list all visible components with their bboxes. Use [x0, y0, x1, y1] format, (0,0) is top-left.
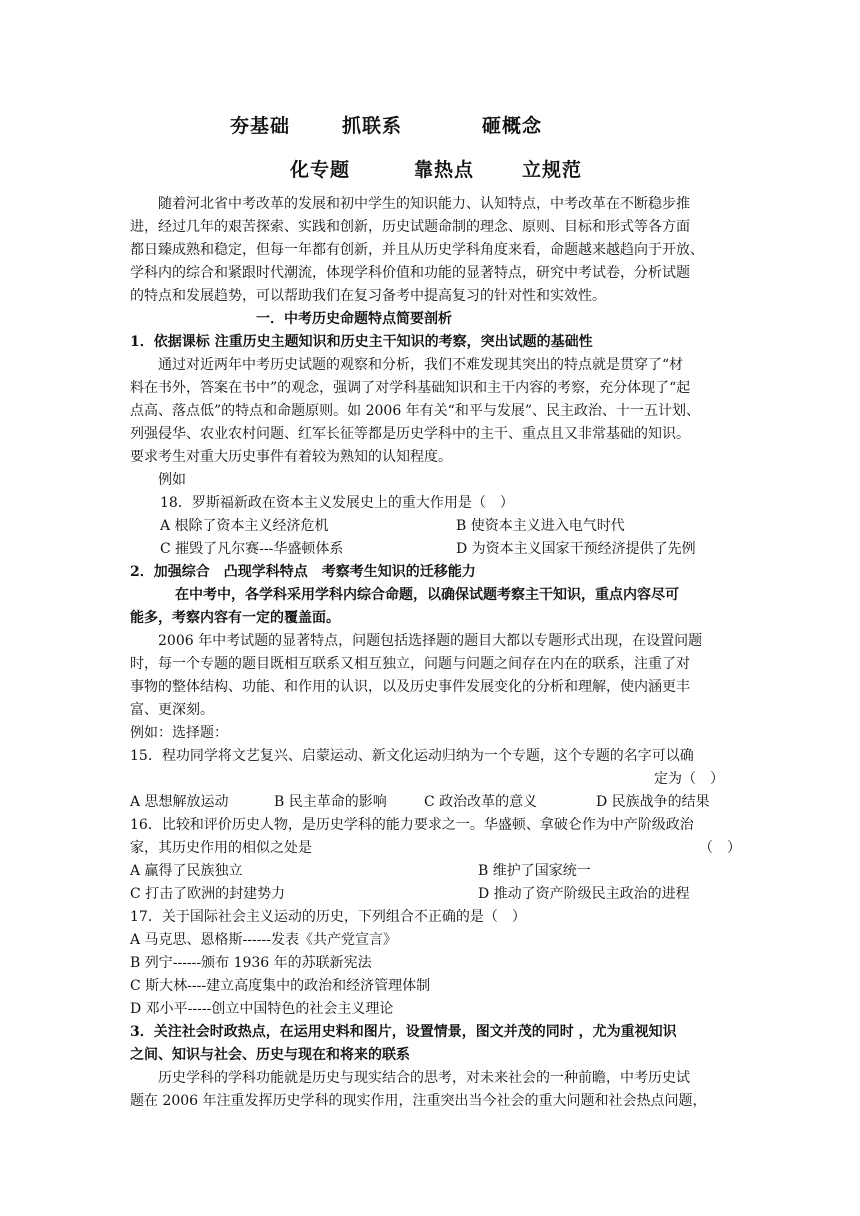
- paragraph-line: 富、更深刻。: [130, 702, 214, 718]
- option-a: A 马克思、恩格斯------发表《共产党宣言》: [130, 932, 397, 948]
- paragraph-line: 列强侵华、农业农村问题、红军长征等都是历史学科中的主干、重点且又非常基础的知识。: [130, 426, 690, 442]
- title-phrase: 靠热点: [414, 159, 475, 181]
- point-heading: 1．依据课标 注重历史主题知识和历史主干知识的考察，突出试题的基础性: [130, 334, 593, 350]
- option-a: A 根除了资本主义经济危机: [160, 518, 329, 534]
- paragraph-line: 料在书外，答案在书中”的观念，强调了对学科基础知识和主干内容的考察，充分体现了“起: [130, 380, 691, 396]
- bold-paragraph-line: 能多，考察内容有一定的覆盖面。: [130, 610, 340, 626]
- title-phrase: 化专题: [290, 159, 351, 181]
- section-heading: 一．中考历史命题特点简要剖析: [256, 311, 452, 327]
- option-d: D 为资本主义国家干预经济提供了先例: [456, 541, 696, 557]
- option-c: C 摧毁了凡尔赛---华盛顿体系: [160, 541, 344, 557]
- paragraph-line: 历史学科的学科功能就是历史与现实结合的思考，对未来社会的一种前瞻，中考历史试: [158, 1070, 690, 1086]
- option-a: A 赢得了民族独立: [130, 863, 243, 879]
- title-phrase: 抓联系: [342, 115, 403, 137]
- option-d: D 邓小平-----创立中国特色的社会主义理论: [130, 1001, 394, 1017]
- option-c: C 打击了欧洲的封建势力: [130, 886, 286, 902]
- intro-line: 的特点和发展趋势，可以帮助我们在复习备考中提高复习的针对性和实效性。: [130, 288, 606, 304]
- option-d: D 民族战争的结果: [596, 794, 710, 810]
- question-stem: 18．罗斯福新政在资本主义发展史上的重大作用是（ ）: [160, 495, 514, 511]
- question-stem: 15．程功同学将文艺复兴、启蒙运动、新文化运动归纳为一个专题，这个专题的名字可以确: [130, 748, 694, 764]
- paragraph-line: 题在 2006 年注重发挥历史学科的现实作用，注重突出当今社会的重大问题和社会热点问题，: [130, 1093, 707, 1109]
- paragraph-line: 事物的整体结构、功能、和作用的认识，以及历史事件发展变化的分析和理解，使内涵更丰: [130, 679, 690, 695]
- option-a: A 思想解放运动: [130, 794, 229, 810]
- option-c: C 政治改革的意义: [424, 794, 538, 810]
- option-b: B 维护了国家统一: [478, 863, 591, 879]
- intro-line: 进，经过几年的艰苦探索、实践和创新，历史试题命制的理念、原则、目标和形式等各方面: [130, 219, 690, 235]
- point-heading: 2．加强综合 凸现学科特点 考察考生知识的迁移能力: [130, 564, 476, 580]
- title-phrase: 砸概念: [482, 115, 543, 137]
- option-d: D 推动了资产阶级民主政治的进程: [478, 886, 690, 902]
- paragraph-line: 通过对近两年中考历史试题的观察和分析，我们不难发现其突出的特点就是贯穿了“材: [158, 357, 684, 373]
- title-phrase: 立规范: [522, 159, 583, 181]
- option-b: B 使资本主义进入电气时代: [456, 518, 625, 534]
- paragraph-line: 要求考生对重大历史事件有着较为熟知的认知程度。: [130, 449, 452, 465]
- point-heading-cont: 之间、知识与社会、历史与现在和将来的联系: [130, 1047, 410, 1063]
- example-label: 例如：选择题：: [130, 725, 228, 741]
- intro-line: 都日臻成熟和稳定，但每一年都有创新，并且从历史学科角度来看，命题越来越趋向于开放、: [130, 242, 704, 258]
- answer-paren: （ ）: [699, 840, 741, 856]
- paragraph-line: 2006 年中考试题的显著特点，问题包括选择题的题目大都以专题形式出现，在设置问题: [158, 633, 703, 649]
- question-stem-cont: 定为（ ）: [654, 771, 724, 787]
- intro-line: 随着河北省中考改革的发展和初中学生的知识能力、认知特点，中考改革在不断稳步推: [158, 196, 690, 212]
- option-c: C 斯大林----建立高度集中的政治和经济管理体制: [130, 978, 431, 994]
- title-phrase: 夯基础: [230, 115, 291, 137]
- question-stem-cont: 家，其历史作用的相似之处是: [130, 840, 312, 856]
- question-stem: 16．比较和评价历史人物，是历史学科的能力要求之一。华盛顿、拿破仑作为中产阶级政治: [130, 817, 694, 833]
- question-stem: 17．关于国际社会主义运动的历史，下列组合不正确的是（ ）: [130, 909, 526, 925]
- intro-line: 学科内的综合和紧跟时代潮流，体现学科价值和功能的显著特点，研究中考试卷，分析试题: [130, 265, 690, 281]
- option-b: B 民主革命的影响: [274, 794, 387, 810]
- option-b: B 列宁------颁布 1936 年的苏联新宪法: [130, 955, 372, 971]
- bold-paragraph-line: 在中考中，各学科采用学科内综合命题，以确保试题考察主干知识，重点内容尽可: [175, 587, 679, 603]
- paragraph-line: 点高、落点低”的特点和命题原则。如 2006 年有关“和平与发展”、民主政治、十一五计划、: [130, 403, 700, 419]
- point-heading: 3．关注社会时政热点，在运用史料和图片，设置情景，图文并茂的同时 ，尤为重视知识: [130, 1024, 677, 1040]
- paragraph-line: 时，每一个专题的题目既相互联系又相互独立，问题与问题之间存在内在的联系，注重了对: [130, 656, 690, 672]
- example-label: 例如: [158, 472, 186, 488]
